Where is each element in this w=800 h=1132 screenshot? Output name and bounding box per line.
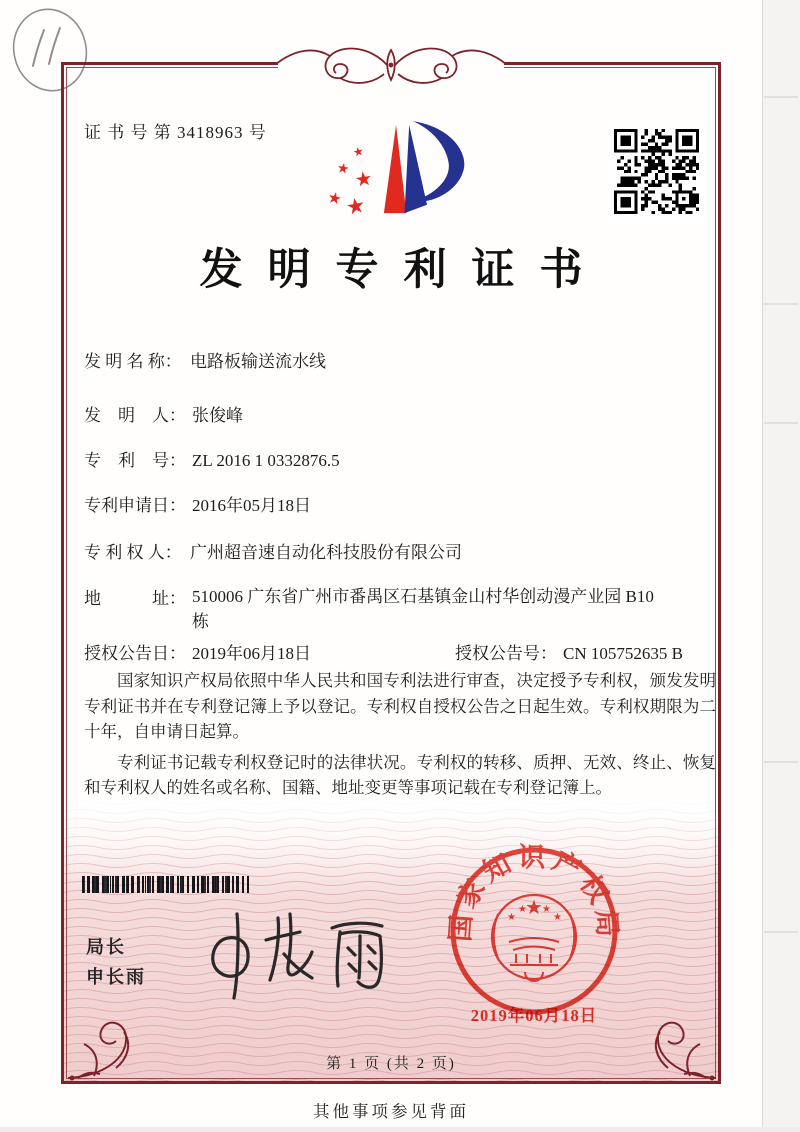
field-value: 2016年05月18日 (192, 496, 311, 515)
svg-text:★: ★ (518, 904, 527, 915)
signer-block (86, 932, 146, 992)
qr-code (607, 122, 706, 221)
svg-text:★: ★ (344, 192, 368, 220)
field-label: 授权公告日： (84, 644, 186, 663)
scan-artifact-line (764, 422, 798, 424)
barcode (82, 876, 249, 893)
svg-text:国家知识产权局 (445, 843, 623, 943)
signer-title: 局长 (86, 937, 126, 957)
scan-edge-bottom (0, 1127, 800, 1132)
scan-artifact-line (764, 303, 798, 305)
handwritten-signature (192, 906, 397, 1006)
field-label: 专 利 权 人： (84, 543, 182, 562)
field-label: 发 明 人： (84, 406, 186, 425)
field-patentee (84, 538, 462, 563)
field-label: 专利申请日： (84, 496, 186, 515)
top-border-ornament (270, 38, 512, 96)
scan-artifact-line (764, 931, 798, 933)
national-emblem-icon (492, 895, 576, 981)
svg-text:★: ★ (325, 189, 344, 209)
field-inventor (84, 401, 243, 426)
field-address (84, 584, 664, 634)
field-value: 510006 广东省广州市番禺区石基镇金山村华创动漫产业园 B10 栋 (192, 587, 654, 631)
field-value: 张俊峰 (192, 406, 243, 425)
signer-name: 申长雨 (86, 967, 146, 987)
svg-text:★: ★ (542, 904, 551, 915)
field-label: 地 址： (84, 589, 186, 608)
seal-date: 2019年06月18日 (470, 1006, 598, 1025)
svg-text:★: ★ (525, 897, 543, 919)
field-patent-number (84, 446, 340, 471)
back-side-note: 其他事项参见背面 (313, 1102, 469, 1121)
scan-artifact-line (764, 761, 798, 763)
field-value: CN 105752635 B (563, 644, 683, 663)
scan-artifact-line (764, 96, 798, 98)
field-value: 广州超音速自动化科技股份有限公司 (190, 543, 462, 562)
cnipa-official-seal (445, 842, 623, 1020)
cnipa-patent-logo-icon (322, 106, 472, 234)
scan-edge-right (762, 0, 800, 1132)
field-label: 授权公告号： (455, 644, 557, 663)
body-paragraph-2: 专利证书记载专利权登记时的法律状况。专利权的转移、质押、无效、终止、恢复和专利权人的姓名或名称、国籍、地址变更等事项记载在专利登记簿上。 (84, 752, 716, 797)
svg-text:★: ★ (507, 912, 516, 923)
svg-text:★: ★ (553, 912, 562, 923)
svg-text:★: ★ (351, 143, 366, 160)
svg-text:★: ★ (353, 167, 374, 192)
field-value: 2019年06月18日 (192, 644, 311, 663)
field-value: ZL 2016 1 0332876.5 (192, 451, 340, 470)
certificate-body-text (84, 668, 716, 806)
field-label: 专 利 号： (84, 451, 186, 470)
field-value: 电路板输送流水线 (190, 352, 326, 371)
field-grant-number (455, 639, 683, 664)
certificate-number: 证 书 号 第 3418963 号 (84, 123, 267, 142)
field-label: 发 明 名 称： (84, 352, 182, 371)
field-invention-name (84, 347, 326, 372)
field-grant-row (84, 639, 716, 664)
field-filing-date (84, 491, 311, 516)
body-paragraph-1: 国家知识产权局依照中华人民共和国专利法进行审查，决定授予专利权，颁发发明专利证书并在专利登记簿上予以登记。专利权自授权公告之日起生效。专利权期限为二十年，自申请日起算。 (84, 671, 716, 741)
seal-text: 国家知识产权局 (445, 842, 623, 943)
page-number-footer: 第 1 页 (共 2 页) (326, 1056, 456, 1072)
certificate-title: 发明专利证书 (199, 247, 608, 294)
svg-text:★: ★ (335, 160, 351, 179)
